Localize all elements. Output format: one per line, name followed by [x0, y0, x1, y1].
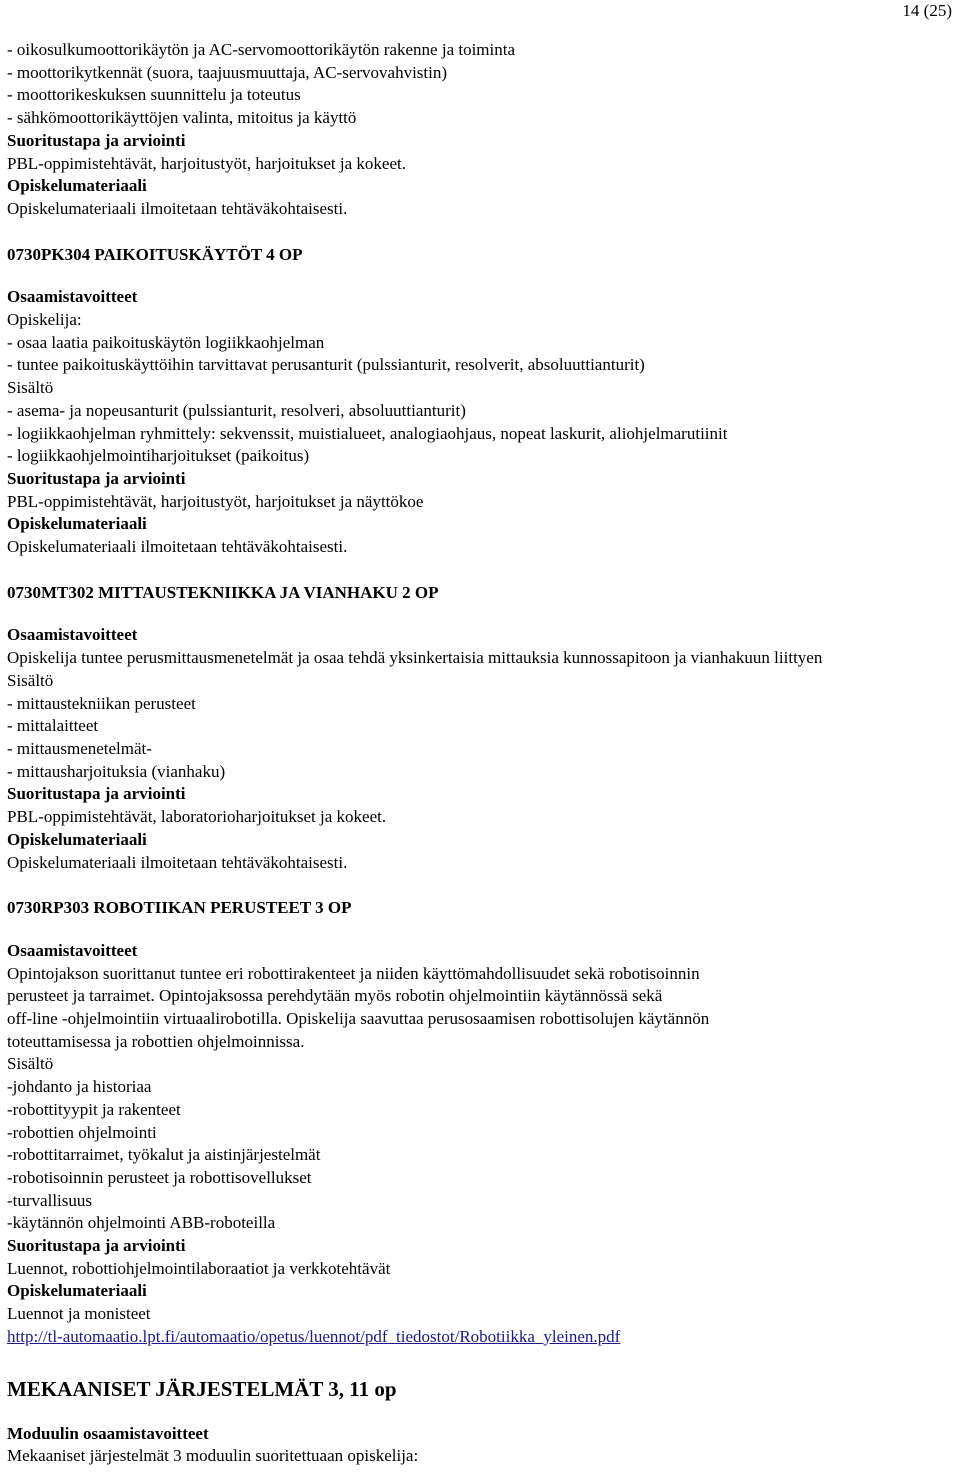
list-item: - logiikkaohjelman ryhmittely: sekvenssit, muistialueet, analogiaohjaus, nopeat laskurit, aliohjelmarutiinit	[7, 423, 728, 443]
goals-line: Opiskelija:	[7, 310, 82, 330]
material-heading: Opiskelumateriaali	[7, 829, 147, 849]
method-heading: Suoritustapa ja arviointi	[7, 1236, 186, 1256]
list-item: -robotisoinnin perusteet ja robottisovellukset	[7, 1167, 312, 1187]
list-item: -robottityypit ja rakenteet	[7, 1099, 181, 1119]
page-number: 14 (25)	[902, 1, 952, 20]
material-heading: Opiskelumateriaali	[7, 514, 147, 534]
course-section-paikoituskaytot	[7, 244, 957, 559]
content-heading: Sisältö	[7, 378, 54, 398]
document-content	[7, 39, 957, 1468]
list-item: -robottitarraimet, työkalut ja aistinjärjestelmät	[7, 1145, 321, 1165]
list-item: - moottorikytkennät (suora, taajuusmuuttaja, AC-servovahvistin)	[7, 62, 448, 82]
goals-line: - osaa laatia paikoituskäytön logiikkaohjelman	[7, 332, 325, 352]
course-title: 0730PK304 PAIKOITUSKÄYTÖT 4 OP	[7, 244, 303, 264]
list-item: - logiikkaohjelmointiharjoitukset (paikoitus)	[7, 446, 310, 466]
goals-line: toteuttamisessa ja robottien ohjelmoinnissa.	[7, 1031, 305, 1051]
method-heading: Suoritustapa ja arviointi	[7, 130, 186, 150]
material-text: Opiskelumateriaali ilmoitetaan tehtäväkohtaisesti.	[7, 537, 348, 557]
content-heading: Sisältö	[7, 1054, 54, 1074]
method-text: PBL-oppimistehtävät, harjoitustyöt, harjoitukset ja kokeet.	[7, 153, 406, 173]
module-goals-text: Mekaaniset järjestelmät 3 moduulin suoritettuaan opiskelija:	[7, 1446, 419, 1466]
module-title: MEKAANISET JÄRJESTELMÄT 3, 11 op	[7, 1376, 397, 1401]
module-goals-heading: Moduulin osaamistavoitteet	[7, 1423, 209, 1443]
goals-heading: Osaamistavoitteet	[7, 940, 138, 960]
course-section-mittaustekniikka	[7, 582, 957, 874]
method-heading: Suoritustapa ja arviointi	[7, 784, 186, 804]
goals-line: Opintojakson suorittanut tuntee eri robottirakenteet ja niiden käyttömahdollisuudet sekä robotisoinnin	[7, 963, 700, 983]
list-item: - mittausmenetelmät-	[7, 738, 152, 758]
goals-line: - tuntee paikoituskäyttöihin tarvittavat perusanturit (pulssianturit, resolverit, absoluuttianturit)	[7, 355, 645, 375]
goals-heading: Osaamistavoitteet	[7, 625, 138, 645]
list-item: - mittalaitteet	[7, 716, 99, 736]
list-item: -turvallisuus	[7, 1190, 92, 1210]
list-item: -robottien ohjelmointi	[7, 1122, 157, 1142]
course-title: 0730RP303 ROBOTIIKAN PERUSTEET 3 OP	[7, 898, 352, 918]
material-heading: Opiskelumateriaali	[7, 1281, 147, 1301]
material-text: Opiskelumateriaali ilmoitetaan tehtäväkohtaisesti.	[7, 852, 348, 872]
material-text: Opiskelumateriaali ilmoitetaan tehtäväkohtaisesti.	[7, 198, 348, 218]
material-link[interactable]: http://tl-automaatio.lpt.fi/automaatio/opetus/luennot/pdf_tiedostot/Robotiikka_yleinen.pdf	[7, 1326, 621, 1346]
module-section	[7, 1375, 957, 1468]
method-text: PBL-oppimistehtävät, laboratorioharjoitukset ja kokeet.	[7, 807, 387, 827]
list-item: - oikosulkumoottorikäytön ja AC-servomoottorikäytön rakenne ja toiminta	[7, 40, 516, 59]
method-text: PBL-oppimistehtävät, harjoitustyöt, harjoitukset ja näyttökoe	[7, 491, 424, 511]
goals-line: Opiskelija tuntee perusmittausmenetelmät ja osaa tehdä yksinkertaisia mittauksia kunnossapitoon ja vianhakuun liittyen	[7, 648, 823, 668]
method-heading: Suoritustapa ja arviointi	[7, 468, 186, 488]
list-item: - mittaustekniikan perusteet	[7, 693, 196, 713]
list-item: - asema- ja nopeusanturit (pulssianturit, resolveri, absoluuttianturit)	[7, 400, 466, 420]
list-item: -johdanto ja historiaa	[7, 1077, 152, 1097]
course-title: 0730MT302 MITTAUSTEKNIIKKA JA VIANHAKU 2 OP	[7, 582, 439, 602]
goals-line: off-line -ohjelmointiin virtuaalirobotilla. Opiskelija saavuttaa perusosaamisen robottisolujen käytännön	[7, 1009, 710, 1029]
method-text: Luennot, robottiohjelmointilaboraatiot ja verkkotehtävät	[7, 1258, 391, 1278]
content-heading: Sisältö	[7, 670, 54, 690]
list-item: - mittausharjoituksia (vianhaku)	[7, 761, 226, 781]
course-section-robotiikka	[7, 897, 957, 1348]
list-item: - sähkömoottorikäyttöjen valinta, mitoitus ja käyttö	[7, 108, 357, 128]
material-heading: Opiskelumateriaali	[7, 176, 147, 196]
goals-heading: Osaamistavoitteet	[7, 287, 138, 307]
intro-section	[7, 39, 957, 221]
material-text: Luennot ja monisteet	[7, 1304, 151, 1324]
goals-line: perusteet ja tarraimet. Opintojaksossa perehdytään myös robotin ohjelmointiin käytännössä sekä	[7, 986, 663, 1006]
list-item: -käytännön ohjelmointi ABB-roboteilla	[7, 1213, 276, 1233]
list-item: - moottorikeskuksen suunnittelu ja toteutus	[7, 85, 301, 105]
